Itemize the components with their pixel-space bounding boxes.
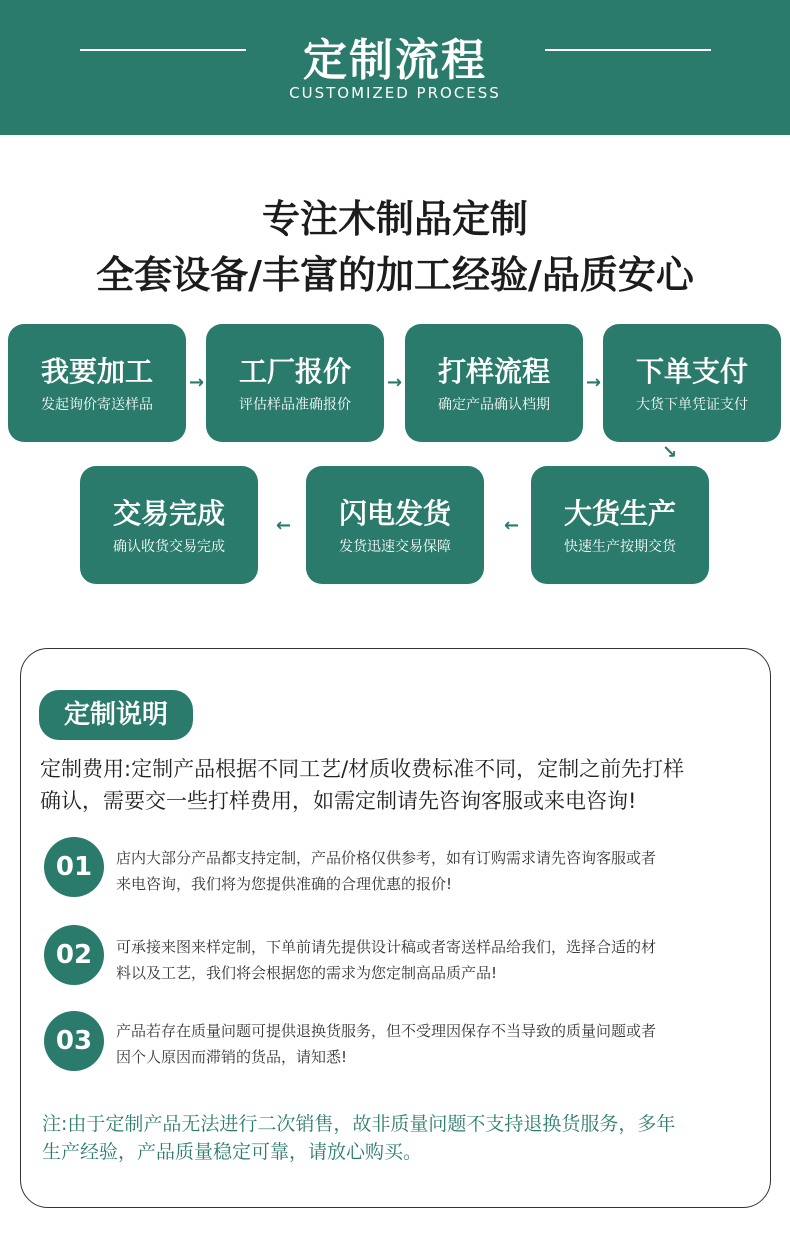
step-card-shipping <box>306 466 484 584</box>
banner-title: 定制流程 <box>303 35 487 86</box>
step-title: 大货生产 <box>563 497 676 530</box>
step-subtitle: 确定产品确认档期 <box>438 397 550 413</box>
note-line-2: 生产经验，产品质量稳定可靠，请放心购买。 <box>42 1141 423 1163</box>
step-card-complete <box>80 466 258 584</box>
item-number-badge: 03 <box>44 1011 104 1071</box>
step-card-quote <box>206 324 384 442</box>
item-text-line-1: 可承接来图来样定制，下单前请先提供设计稿或者寄送样品给我们，选择合适的材 <box>116 938 657 956</box>
headline-line-1: 专注木制品定制 <box>261 197 528 241</box>
arrow-left-icon: ← <box>276 515 292 536</box>
arrow-down-icon: ↘ <box>662 442 678 463</box>
header-banner <box>0 0 790 135</box>
step-title: 交易完成 <box>112 497 225 530</box>
step-title: 打样流程 <box>437 355 550 388</box>
arrow-right-icon: → <box>387 372 403 393</box>
step-card-production <box>531 466 709 584</box>
item-text-line-2: 料以及工艺，我们将会根据您的需求为您定制高品质产品! <box>116 964 498 982</box>
arrow-right-icon: → <box>586 372 602 393</box>
step-subtitle: 确认收货交易完成 <box>113 539 225 555</box>
item-text-line-2: 来电咨询，我们将为您提供准确的合理优惠的报价! <box>116 875 453 893</box>
fee-description-line-1: 定制费用:定制产品根据不同工艺/材质收费标准不同，定制之前先打样 <box>40 757 685 781</box>
step-card-sampling <box>405 324 583 442</box>
step-subtitle: 发起询价寄送样品 <box>41 397 153 413</box>
item-text-line-1: 店内大部分产品都支持定制，产品价格仅供参考，如有订购需求请先咨询客服或者 <box>116 849 657 867</box>
banner-subtitle: CUSTOMIZED PROCESS <box>289 84 501 102</box>
step-card-payment <box>603 324 781 442</box>
step-title: 闪电发货 <box>338 497 451 530</box>
step-subtitle: 大货下单凭证支付 <box>636 397 748 413</box>
arrow-left-icon: ← <box>504 515 520 536</box>
fee-description-line-2: 确认，需要交一些打样费用，如需定制请先咨询客服或来电咨询! <box>40 789 637 813</box>
step-card-inquiry <box>8 324 186 442</box>
panel-title-badge: 定制说明 <box>39 690 193 740</box>
step-subtitle: 评估样品准确报价 <box>239 397 351 413</box>
step-title: 工厂报价 <box>238 355 351 388</box>
step-subtitle: 发货迅速交易保障 <box>339 539 451 555</box>
step-title: 下单支付 <box>635 355 748 388</box>
step-subtitle: 快速生产按期交货 <box>564 539 676 555</box>
headline-line-2: 全套设备/丰富的加工经验/品质安心 <box>96 253 694 297</box>
banner-line-right <box>545 49 711 51</box>
item-number-badge: 01 <box>44 837 104 897</box>
item-text-line-1: 产品若存在质量问题可提供退换货服务，但不受理因保存不当导致的质量问题或者 <box>116 1022 657 1040</box>
item-number-badge: 02 <box>44 925 104 985</box>
step-title: 我要加工 <box>40 355 153 388</box>
item-text-line-2: 因个人原因而滞销的货品，请知悉! <box>116 1048 348 1066</box>
note-line-1: 注:由于定制产品无法进行二次销售，故非质量问题不支持退换货服务，多年 <box>42 1113 676 1135</box>
arrow-right-icon: → <box>189 372 205 393</box>
